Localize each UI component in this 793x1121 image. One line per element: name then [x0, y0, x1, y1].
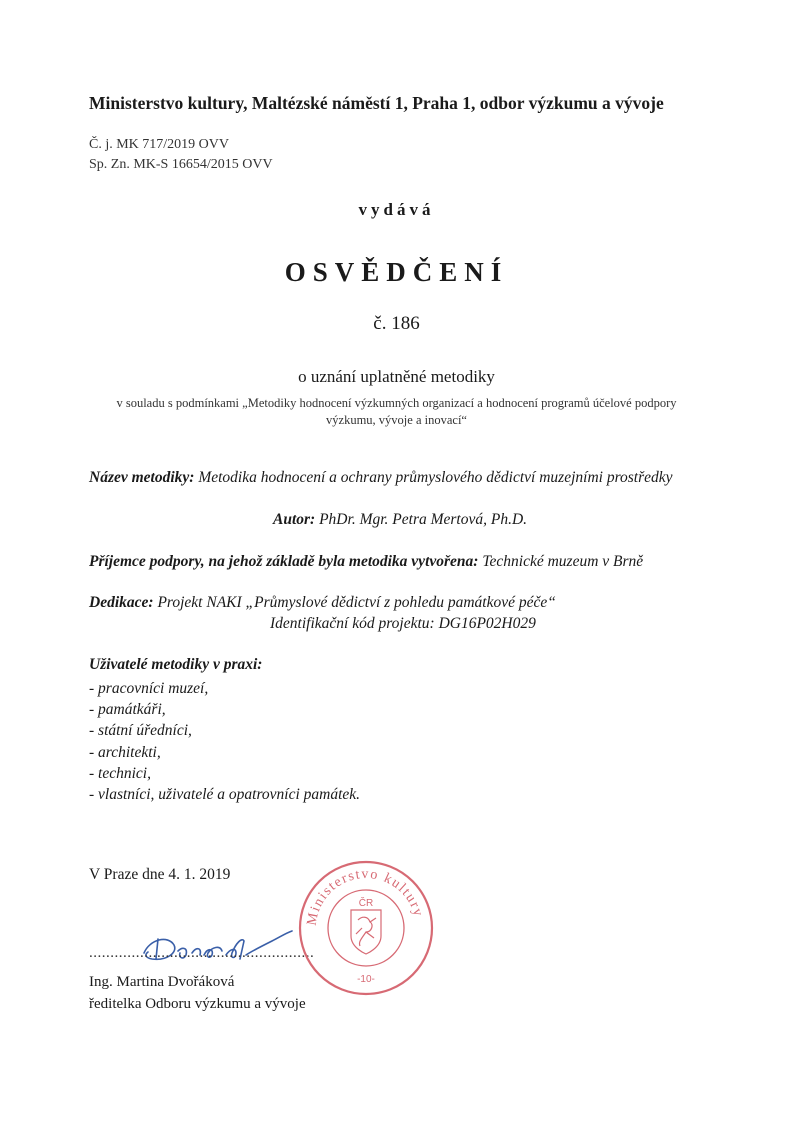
- method-name-label: Název metodiky:: [89, 469, 195, 486]
- signer-title: ředitelka Odboru výzkumu a vývoje: [89, 996, 306, 1012]
- certificate-title: OSVĚDČENÍ: [284, 257, 509, 287]
- issues-label: vydává: [358, 200, 435, 219]
- recipient-label: Příjemce podpory, na jehož základě byla metodika vytvořena:: [89, 553, 479, 570]
- list-item: - státní úředníci,: [89, 722, 192, 740]
- dedication-field: [89, 594, 556, 612]
- users-heading: Uživatelé metodiky v praxi:: [89, 656, 263, 673]
- author-value: PhDr. Mgr. Petra Mertová, Ph.D.: [319, 511, 528, 528]
- svg-text:ČR: ČR: [358, 898, 374, 909]
- signature-line: .....................................................: [89, 945, 315, 961]
- list-item: - pracovníci muzeí,: [89, 680, 209, 697]
- method-name-value: Metodika hodnocení a ochrany průmyslového dědictví muzejními prostředky: [198, 469, 673, 486]
- place-and-date: V Praze dne 4. 1. 2019: [89, 866, 231, 883]
- list-item: - památkáři,: [89, 701, 166, 719]
- users-list: [89, 678, 360, 805]
- dedication-value: Projekt NAKI „Průmyslové dědictví z pohledu památkové péče“: [157, 594, 556, 611]
- compliance-line-2: výzkumu, vývoje a inovací“: [326, 413, 467, 427]
- recipient-value: Technické muzeum v Brně: [482, 553, 644, 570]
- list-item: - architekti,: [89, 743, 161, 761]
- svg-text:Ministerstvo kultury: Ministerstvo kultury: [304, 866, 426, 927]
- recipient-field: [89, 553, 643, 571]
- issuer-header: Ministerstvo kultury, Maltézské náměstí 1, Praha 1, odbor výzkumu a vývoje: [89, 93, 664, 113]
- file-number: Sp. Zn. MK-S 16654/2015 OVV: [89, 157, 273, 172]
- list-item: - vlastníci, uživatelé a opatrovníci památek.: [89, 786, 361, 804]
- certificate-number: č. 186: [373, 313, 420, 334]
- certificate-subtitle: o uznání uplatněné metodiky: [298, 367, 495, 386]
- signer-name: Ing. Martina Dvořáková: [89, 974, 235, 990]
- author-field: [273, 511, 527, 529]
- dedication-label: Dedikace:: [89, 594, 154, 611]
- official-stamp: [296, 858, 436, 998]
- list-item: - technici,: [89, 764, 151, 782]
- svg-text:-10-: -10-: [357, 974, 375, 985]
- compliance-line-1: v souladu s podmínkami „Metodiky hodnocení výzkumných organizací a hodnocení programů účelové podpory: [116, 396, 677, 410]
- author-label: Autor:: [273, 511, 316, 528]
- project-id: Identifikační kód projektu: DG16P02H029: [270, 615, 536, 632]
- reference-number: Č. j. MK 717/2019 OVV: [89, 137, 230, 152]
- method-name-field: [89, 469, 673, 487]
